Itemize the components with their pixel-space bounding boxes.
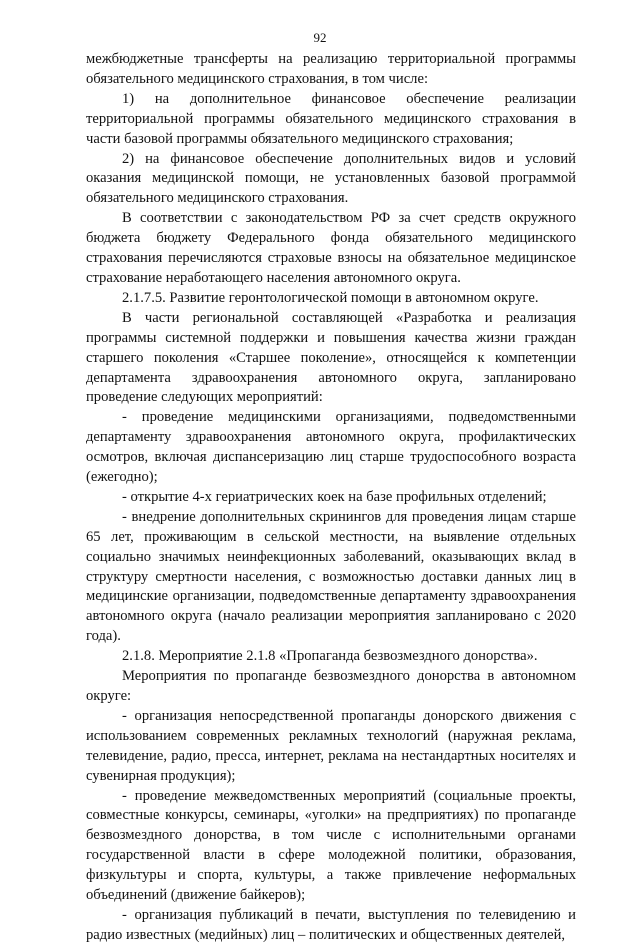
- list-item: - проведение медицинскими организациями, подведомственными департаменту здравоохранения автономного округа, профилактических осмотров, включая диспансеризацию лиц старше трудоспособного возраста (ежегодно);: [86, 409, 576, 486]
- page-number: 92: [313, 30, 327, 45]
- paragraph: 1) на дополнительное финансовое обеспечение реализации территориальной программы обязательного медицинского страхования в части базовой программы обязательного медицинского страхования;: [86, 90, 576, 147]
- paragraph: Мероприятия по пропаганде безвозмездного донорства в автономном округе:: [86, 668, 576, 704]
- section-heading: 2.1.8. Мероприятие 2.1.8 «Пропаганда безвозмездного донорства».: [122, 648, 538, 665]
- paragraph: В части региональной составляющей «Разработка и реализация программы системной поддержки и повышения качества жизни граждан старшего поколения «Старшее поколение», относящейся к компетенции департамента здравоохранения автономного округа, запланировано проведение следующих мероприятий:: [86, 309, 576, 406]
- section-heading: 2.1.7.5. Развитие геронтологической помощи в автономном округе.: [122, 289, 539, 306]
- list-item: - внедрение дополнительных скринингов для проведения лицам старше 65 лет, проживающим в сельской местности, на выявление отдельных социально значимых неинфекционных заболеваний, оказывающих вклад в структуру смертности населения, с возможностью доставки данных лиц в медицинские организации, подведомственные департаменту здравоохранения автономного округа (начало реализации мероприятия запланировано с 2020 года).: [86, 508, 576, 645]
- paragraph: В соответствии с законодательством РФ за счет средств окружного бюджета бюджету Федерального фонда обязательного медицинского страхования перечисляются страховые взносы на обязательное медицинское страхование неработающего населения автономного округа.: [86, 210, 576, 286]
- list-item: - открытие 4-х гериатрических коек на базе профильных отделений;: [122, 488, 547, 505]
- paragraph: 2) на финансовое обеспечение дополнительных видов и условий оказания медицинской помощи, не установленных базовой программой обязательного медицинского страхования.: [86, 150, 576, 207]
- document-body: [86, 50, 576, 946]
- paragraph: межбюджетные трансферты на реализацию территориальной программы обязательного медицинского страхования, в том числе:: [86, 51, 576, 87]
- list-item: - проведение межведомственных мероприятий (социальные проекты, совместные конкурсы, семинары, «уголки» на предприятиях) по пропаганде безвозмездного донорства, в том числе с исполнительными органами государственной власти в сфере молодежной политики, образования, физкультуры и спорта, культуры, а также привлечение неформальных объединений (движение байкеров);: [86, 787, 576, 904]
- list-item: - организация публикаций в печати, выступления по телевидению и радио известных (медийных) лиц – политических и общественных деятелей,: [86, 906, 576, 943]
- list-item: - организация непосредственной пропаганды донорского движения с использованием современных рекламных технологий (наружная реклама, телевидение, радио, пресса, интернет, реклама на нестандартных носителях и сувенирная продукция);: [86, 707, 576, 784]
